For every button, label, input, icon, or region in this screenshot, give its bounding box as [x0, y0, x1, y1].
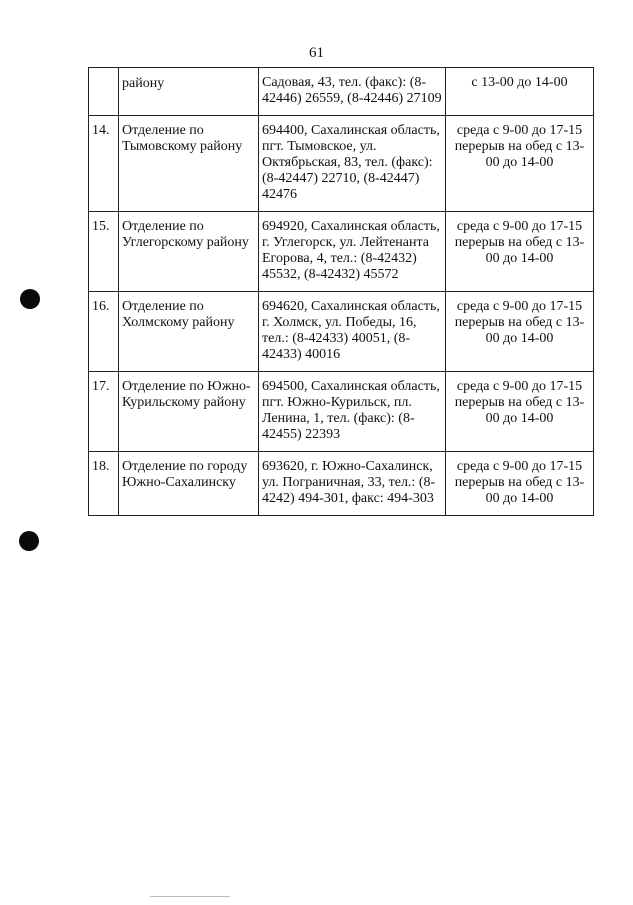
office-address-cell: 694500, Сахалинская область, пгт. Южно-Курильск, пл. Ленина, 1, тел. (факс): (8-42455) 22393	[259, 372, 446, 452]
office-hours-cell: среда с 9-00 до 17-15 перерыв на обед с 13-00 до 14-00	[446, 292, 594, 372]
office-hours-cell: с 13-00 до 14-00	[446, 68, 594, 116]
office-name-cell: Отделение по городу Южно-Сахалинску	[119, 452, 259, 516]
office-name-cell: Отделение по Тымовскому району	[119, 116, 259, 212]
page-number: 61	[309, 45, 324, 61]
scan-artifact-line	[150, 896, 230, 897]
office-address-cell: 694620, Сахалинская область, г. Холмск, ул. Победы, 16, тел.: (8-42433) 40051, (8-42433) 40016	[259, 292, 446, 372]
office-hours-cell: среда с 9-00 до 17-15 перерыв на обед с 13-00 до 14-00	[446, 372, 594, 452]
office-name-cell: Отделение по Холмскому району	[119, 292, 259, 372]
row-number-cell: 18.	[89, 452, 119, 516]
office-address-cell: 693620, г. Южно-Сахалинск, ул. Пограничная, 33, тел.: (8-4242) 494-301, факс: 494-303	[259, 452, 446, 516]
office-name-cell: району	[119, 68, 259, 116]
office-address-cell: 694400, Сахалинская область, пгт. Тымовское, ул. Октябрьская, 83, тел. (факс): (8-42447) 22710, (8-42447) 42476	[259, 116, 446, 212]
table-row	[89, 68, 594, 116]
office-name-cell: Отделение по Углегорскому району	[119, 212, 259, 292]
row-number-cell: 16.	[89, 292, 119, 372]
punch-hole	[19, 531, 39, 551]
table-row	[89, 116, 594, 212]
office-hours-cell: среда с 9-00 до 17-15 перерыв на обед с 13-00 до 14-00	[446, 212, 594, 292]
table-row	[89, 212, 594, 292]
office-hours-cell: среда с 9-00 до 17-15 перерыв на обед с 13-00 до 14-00	[446, 116, 594, 212]
offices-table	[88, 67, 594, 516]
row-number-cell: 15.	[89, 212, 119, 292]
table-row	[89, 372, 594, 452]
office-address-cell: Садовая, 43, тел. (факс): (8-42446) 26559, (8-42446) 27109	[259, 68, 446, 116]
office-address-cell: 694920, Сахалинская область, г. Углегорск, ул. Лейтенанта Егорова, 4, тел.: (8-42432) 45532, (8-42432) 45572	[259, 212, 446, 292]
row-number-cell: 14.	[89, 116, 119, 212]
punch-hole	[20, 289, 40, 309]
office-hours-cell: среда с 9-00 до 17-15 перерыв на обед с 13-00 до 14-00	[446, 452, 594, 516]
office-name-cell: Отделение по Южно-Курильскому району	[119, 372, 259, 452]
row-number-cell: 17.	[89, 372, 119, 452]
row-number-cell	[89, 68, 119, 116]
table-row	[89, 452, 594, 516]
table-row	[89, 292, 594, 372]
